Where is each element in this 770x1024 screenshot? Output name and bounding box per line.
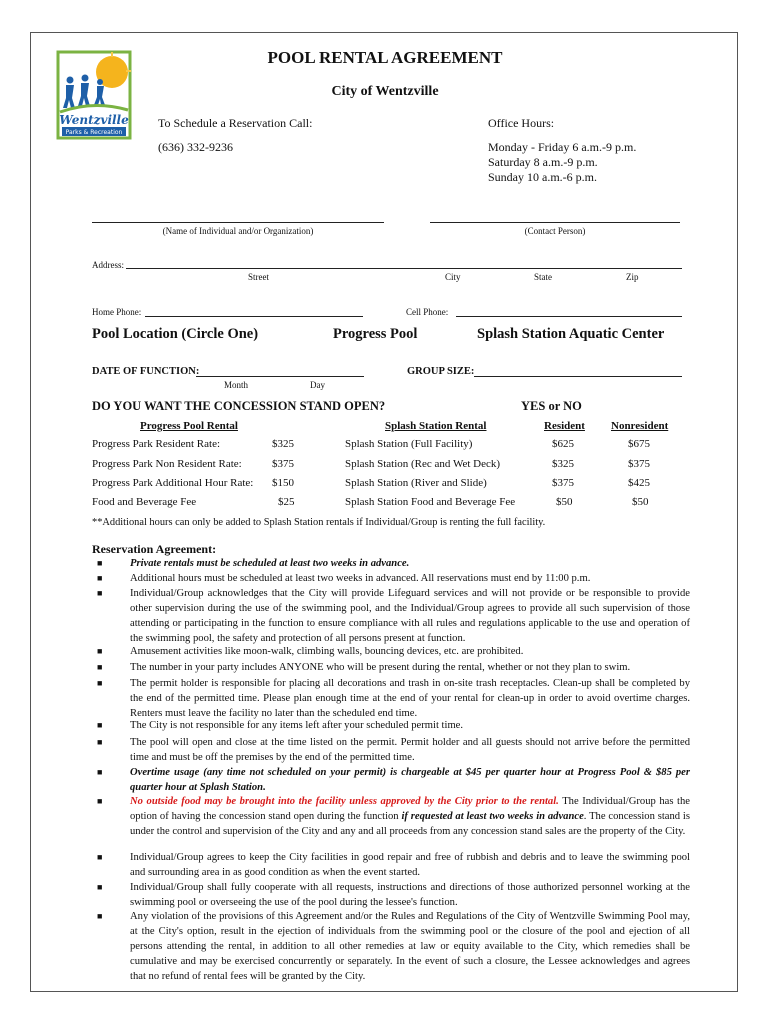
list-item: ■ The number in your party includes ANYONE who will be present during the rental, whether or not they plan to swim. xyxy=(97,662,631,673)
name-field[interactable] xyxy=(92,222,384,223)
progress-row-label: Progress Park Non Resident Rate: xyxy=(92,458,242,470)
splash-row-label: Splash Station (Full Facility) xyxy=(345,438,473,450)
logo-wordmark: Wentzville xyxy=(59,113,129,127)
agreement-heading: Reservation Agreement: xyxy=(92,542,217,556)
list-item: ■ Individual/Group acknowledges that the City will provide Lifeguard services and will not provide or be responsible to provide other supervision during the use of the swimming pool, and the Individual/Group agrees to provide all such supervision of those attending or participating in the function to ensure compliance with all rules and regulations applicable to the use and operation of the swimming pool, the safety and protection of all persons present at function. xyxy=(97,588,690,644)
office-hours-label: Office Hours: xyxy=(488,116,555,130)
progress-row-price: $375 xyxy=(272,458,294,470)
list-item: ■ Amusement activities like moon-walk, climbing walls, bouncing devices, etc. are prohibited. xyxy=(97,646,524,657)
progress-row-label: Progress Park Additional Hour Rate: xyxy=(92,477,254,489)
zip-caption: Zip xyxy=(626,272,639,282)
option-splash-station[interactable]: Splash Station Aquatic Center xyxy=(477,326,665,342)
list-item: ■ Any violation of the provisions of this Agreement and/or the Rules and Regulations of the City of Wentzville Swimming Pool may, at the City's option, result in the ejection of individuals from the swimming pool or the closure of the pool and ejection of all persons attending the rental, in addition to all other remedies at law or equity available to the City, which remedies shall be cumulative and may be exercised concurrently or separately. In the event of such a closure, the Lessee acknowledges and agrees that no refund of rental fees will be granted by the City. xyxy=(97,911,690,982)
pool-location-label: Pool Location (Circle One) xyxy=(92,326,259,342)
outside-food-warning: No outside food may be brought into the facility unless approved by the City prior to the rental. xyxy=(130,796,559,807)
cell-phone-field[interactable] xyxy=(456,316,682,317)
city-caption: City xyxy=(445,272,461,282)
yes-no-choice[interactable]: YES or NO xyxy=(521,399,582,413)
nonresident-header: Nonresident xyxy=(611,420,669,432)
progress-row-label: Food and Beverage Fee xyxy=(92,496,197,508)
logo-tagline: Parks & Recreation xyxy=(65,129,123,136)
list-item: ■ No outside food may be brought into the facility unless approved by the City prior to the rental. The Individual/Group has the option of having the concession stand open during the function if requested at least two weeks in advance. The concession stand is under the control and supervision of the City and any and all proceeds from any concession stand sales are the property of the City. xyxy=(97,796,690,837)
city-name: City of Wentzville xyxy=(331,84,439,99)
list-item: ■ The permit holder is responsible for placing all decorations and trash in on-site trash receptacles. Clean-up shall be completed by the end of the permitted time. Please plan enough time at the end of your rental for clean-up in order to avoid overtime charges. Renters must leave the facility no later than the scheduled end time. xyxy=(97,678,690,719)
list-item: ■ Individual/Group shall fully cooperate with all requests, instructions and directions of those authorized personnel working at the swimming pool or overseeing the use of the pool during the lessee's function. xyxy=(97,882,690,908)
splash-row-resident: $325 xyxy=(552,458,574,470)
progress-rental-header: Progress Pool Rental xyxy=(140,420,238,432)
splash-row-nonresident: $675 xyxy=(628,438,650,450)
splash-row-label: Splash Station (River and Slide) xyxy=(345,477,487,489)
concession-question: DO YOU WANT THE CONCESSION STAND OPEN? xyxy=(92,399,386,413)
name-caption: (Name of Individual and/or Organization) xyxy=(162,226,314,236)
address-label: Address: xyxy=(92,260,124,270)
hours-sunday: Sunday 10 a.m.-6 p.m. xyxy=(488,170,597,184)
month-caption: Month xyxy=(224,380,249,390)
hours-weekday: Monday - Friday 6 a.m.-9 p.m. xyxy=(488,140,637,154)
list-item: ■ Additional hours must be scheduled at least two weeks in advanced. All reservations must end by 11:00 p.m. xyxy=(97,573,591,584)
splash-row-nonresident: $425 xyxy=(628,477,650,489)
splash-row-resident: $50 xyxy=(556,496,573,508)
list-item: ■ The pool will open and close at the time listed on the permit. Permit holder and all guests should not arrive before the permitted time and must be off the premises by the end of the permitted time. xyxy=(97,737,690,763)
phone-number: (636) 332-9236 xyxy=(158,140,233,154)
progress-row-label: Progress Park Resident Rate: xyxy=(92,438,221,450)
home-phone-label: Home Phone: xyxy=(92,307,142,317)
address-field[interactable] xyxy=(126,268,682,269)
day-caption: Day xyxy=(310,380,325,390)
contact-field[interactable] xyxy=(430,222,680,223)
page-border xyxy=(30,32,738,992)
contact-caption: (Contact Person) xyxy=(524,226,586,236)
splash-row-label: Splash Station Food and Beverage Fee xyxy=(345,496,516,508)
cell-phone-label: Cell Phone: xyxy=(406,307,449,317)
page-title: POOL RENTAL AGREEMENT xyxy=(267,48,503,67)
splash-row-nonresident: $50 xyxy=(632,496,649,508)
resident-header: Resident xyxy=(544,420,585,432)
splash-row-resident: $625 xyxy=(552,438,574,450)
splash-row-label: Splash Station (Rec and Wet Deck) xyxy=(345,458,501,470)
progress-row-price: $150 xyxy=(272,477,294,489)
list-item: ■ Private rentals must be scheduled at least two weeks in advance. xyxy=(97,558,410,569)
date-field[interactable] xyxy=(196,376,364,377)
additional-hours-footnote: **Additional hours can only be added to Splash Station rentals if Individual/Group is renting the full facility. xyxy=(92,517,546,528)
group-size-label: GROUP SIZE: xyxy=(407,366,475,377)
schedule-label: To Schedule a Reservation Call: xyxy=(158,116,313,130)
list-item: ■ Individual/Group agrees to keep the City facilities in good repair and free of rubbish and debris and to leave the swimming pool and surrounding area in as good condition as when the event started. xyxy=(97,852,690,878)
list-item: ■ The City is not responsible for any items left after your scheduled permit time. xyxy=(97,720,464,731)
group-size-field[interactable] xyxy=(474,376,682,377)
list-item: ■ Overtime usage (any time not scheduled on your permit) is chargeable at $45 per quarter hour at Progress Pool & $85 per quarter hour at Splash Station. xyxy=(97,767,690,793)
date-of-function-label: DATE OF FUNCTION: xyxy=(92,366,200,377)
splash-row-nonresident: $375 xyxy=(628,458,650,470)
hours-saturday: Saturday 8 a.m.-9 p.m. xyxy=(488,155,598,169)
state-caption: State xyxy=(534,272,552,282)
street-caption: Street xyxy=(248,272,269,282)
progress-row-price: $25 xyxy=(278,496,295,508)
progress-row-price: $325 xyxy=(272,438,294,450)
home-phone-field[interactable] xyxy=(145,316,363,317)
option-progress-pool[interactable]: Progress Pool xyxy=(333,326,418,342)
splash-rental-header: Splash Station Rental xyxy=(385,420,487,432)
splash-row-resident: $375 xyxy=(552,477,574,489)
